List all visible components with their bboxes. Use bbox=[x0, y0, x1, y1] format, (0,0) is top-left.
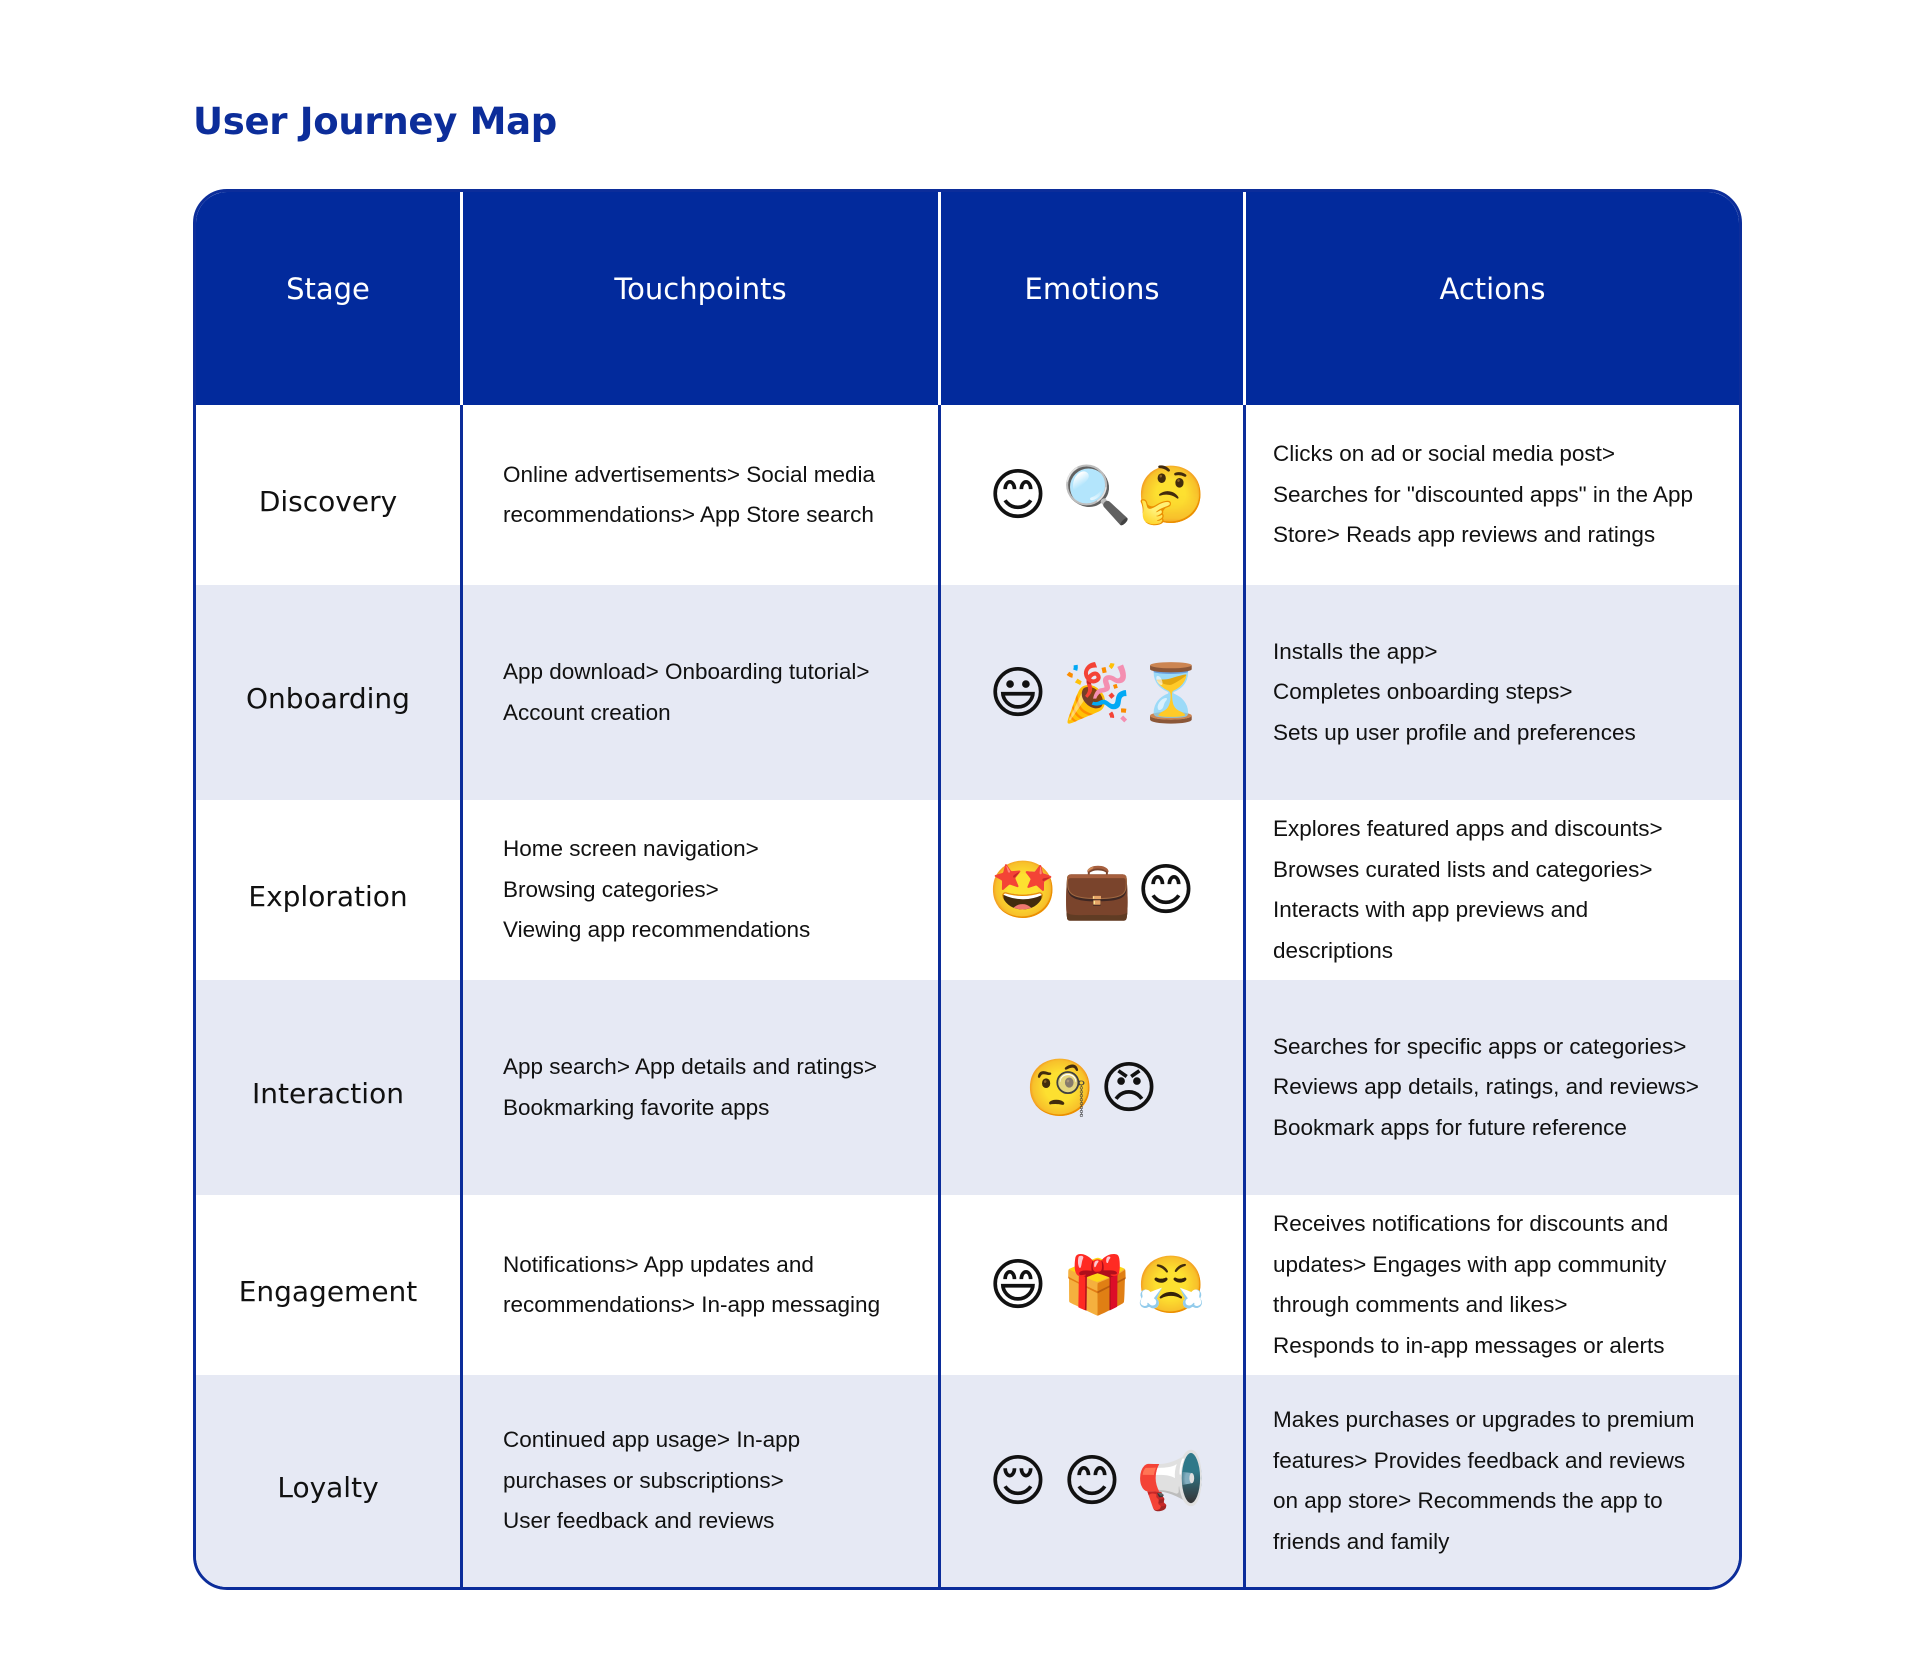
smiling-face-icon: 😊 bbox=[1136, 858, 1196, 921]
touchpoints-exploration: Home screen navigation> Browsing categories> Viewing app recommendations bbox=[463, 800, 941, 980]
stage-interaction: Interaction bbox=[196, 980, 463, 1195]
grinning-smiling-eyes-icon: 😄 bbox=[988, 1253, 1048, 1316]
smiling-face-icon: 😊 bbox=[1062, 1449, 1122, 1512]
briefcase-icon: 💼 bbox=[1062, 858, 1132, 921]
header-emotions: Emotions bbox=[941, 192, 1246, 405]
touchpoints-onboarding: App download> Onboarding tutorial> Account creation bbox=[463, 585, 941, 800]
page-title: User Journey Map bbox=[193, 100, 557, 143]
emotions-interaction bbox=[941, 980, 1246, 1195]
emotions-loyalty bbox=[941, 1375, 1246, 1587]
emotions-onboarding bbox=[941, 585, 1246, 800]
monocle-face-icon: 🧐 bbox=[1025, 1055, 1095, 1119]
grinning-face-icon: 😃 bbox=[988, 660, 1048, 724]
angry-face-icon: 😠 bbox=[1099, 1055, 1159, 1119]
stage-exploration: Exploration bbox=[196, 800, 463, 980]
touchpoints-loyalty: Continued app usage> In-app purchases or subscriptions> User feedback and reviews bbox=[463, 1375, 941, 1587]
smiling-face-icon: 😊 bbox=[988, 463, 1048, 526]
star-struck-icon: 🤩 bbox=[988, 858, 1058, 921]
touchpoints-interaction: App search> App details and ratings> Bookmarking favorite apps bbox=[463, 980, 941, 1195]
stage-engagement: Engagement bbox=[196, 1195, 463, 1375]
journey-map-table bbox=[193, 189, 1742, 1590]
header-touchpoints: Touchpoints bbox=[463, 192, 941, 405]
megaphone-icon: 📢 bbox=[1136, 1449, 1206, 1512]
actions-discovery: Clicks on ad or social media post> Searches for "discounted apps" in the App Store> Reads app reviews and ratings bbox=[1273, 441, 1693, 548]
emotions-discovery bbox=[941, 405, 1246, 585]
header-actions: Actions bbox=[1246, 192, 1739, 405]
stage-onboarding: Onboarding bbox=[196, 585, 463, 800]
actions-engagement: Receives notifications for discounts and updates> Engages with app community through comments and likes> Responds to in-app messages or alerts bbox=[1273, 1211, 1669, 1358]
stage-loyalty: Loyalty bbox=[196, 1375, 463, 1587]
gift-icon: 🎁 bbox=[1062, 1253, 1132, 1316]
touchpoints-discovery: Online advertisements> Social media recommendations> App Store search bbox=[463, 405, 941, 585]
relieved-face-icon: 😌 bbox=[988, 1449, 1048, 1512]
emotions-engagement bbox=[941, 1195, 1246, 1375]
party-popper-icon: 🎉 bbox=[1062, 660, 1132, 724]
actions-onboarding: Installs the app> Completes onboarding steps> Sets up user profile and preferences bbox=[1246, 585, 1739, 800]
huffing-face-icon: 😤 bbox=[1136, 1253, 1206, 1316]
emotions-exploration bbox=[941, 800, 1246, 980]
header-stage: Stage bbox=[196, 192, 463, 405]
thinking-face-icon: 🤔 bbox=[1136, 463, 1206, 526]
magnifying-glass-icon: 🔍 bbox=[1062, 463, 1132, 526]
touchpoints-engagement: Notifications> App updates and recommendations> In-app messaging bbox=[463, 1195, 941, 1375]
hourglass-icon: ⏳ bbox=[1136, 660, 1206, 724]
actions-exploration: Explores featured apps and discounts> Browses curated lists and categories> Interacts with app previews and descriptions bbox=[1273, 816, 1663, 963]
actions-loyalty: Makes purchases or upgrades to premium features> Provides feedback and reviews on app store> Recommends the app to friends and family bbox=[1246, 1375, 1739, 1587]
actions-interaction: Searches for specific apps or categories> Reviews app details, ratings, and reviews> Bookmark apps for future reference bbox=[1246, 980, 1739, 1195]
stage-discovery: Discovery bbox=[196, 405, 463, 585]
